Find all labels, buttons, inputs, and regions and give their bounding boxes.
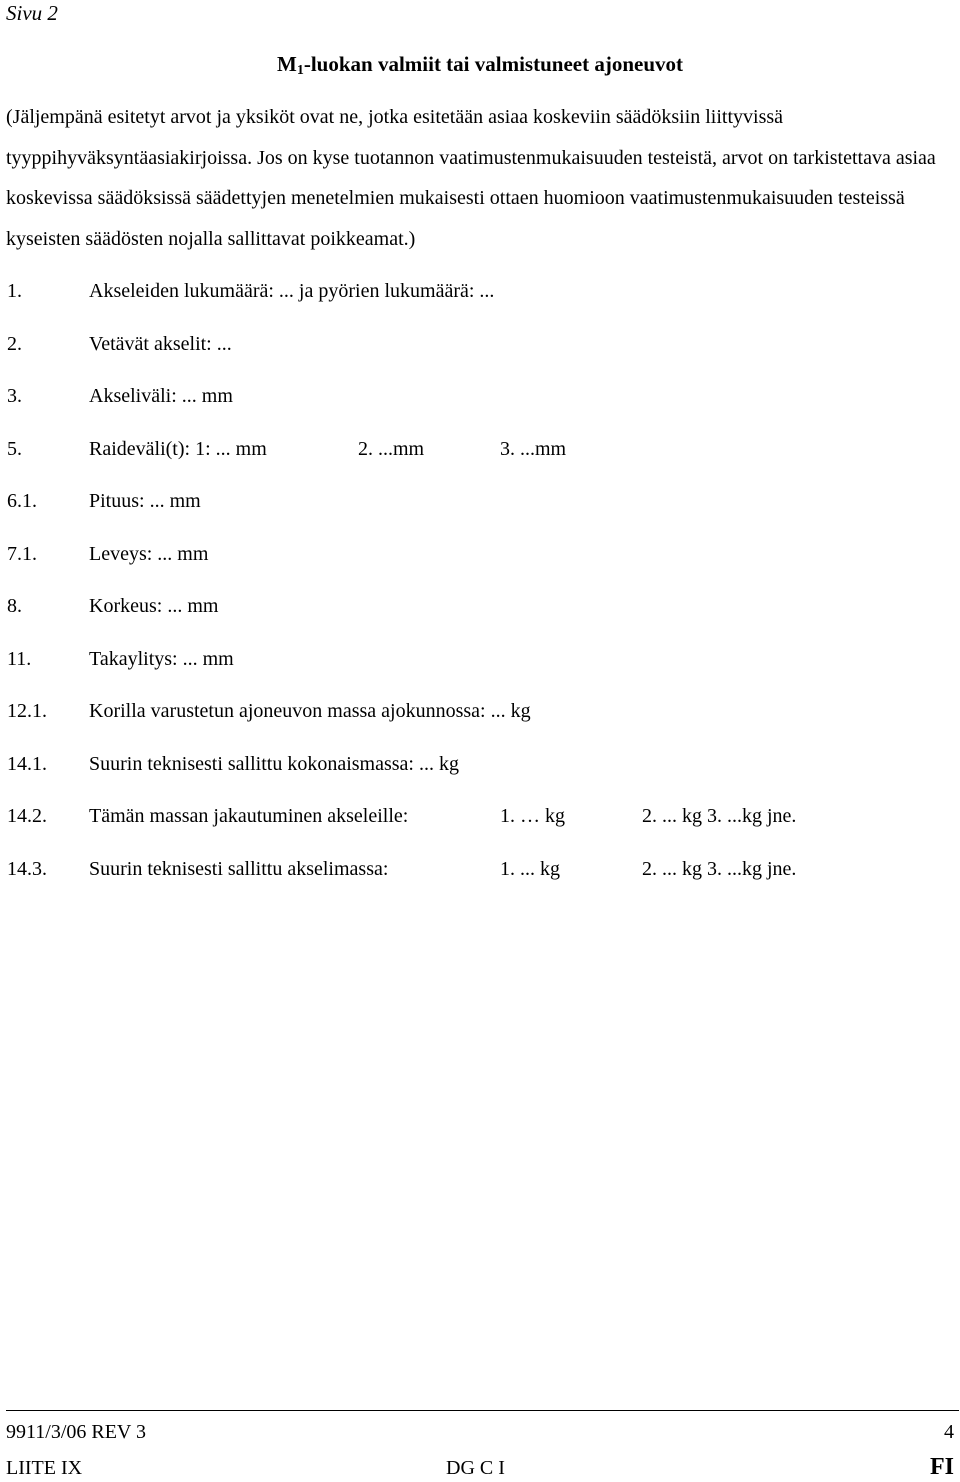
item-extra: 2. ...mm [358, 438, 425, 460]
item-label: Korkeus: ... mm [89, 595, 219, 617]
item-number: 5. [7, 438, 22, 460]
item-extra: 3. ...mm [500, 438, 567, 460]
item-label: Pituus: ... mm [89, 490, 201, 512]
list-item [0, 750, 960, 778]
list-item [0, 802, 960, 830]
item-number: 14.3. [7, 858, 47, 880]
item-extra: 1. … kg [500, 805, 565, 827]
footer-language: FI [930, 1454, 954, 1480]
item-label: Vetävät akselit: ... [89, 333, 232, 355]
item-number: 14.2. [7, 805, 47, 827]
list-item [0, 330, 960, 358]
list-item [0, 382, 960, 410]
item-number: 1. [7, 280, 22, 302]
item-number: 3. [7, 385, 22, 407]
item-number: 6.1. [7, 490, 37, 512]
list-item [0, 645, 960, 673]
footer-divider [6, 1410, 959, 1411]
item-label: Takaylitys: ... mm [89, 648, 234, 670]
item-number: 8. [7, 595, 22, 617]
item-label: Akseliväli: ... mm [89, 385, 233, 407]
item-label: Raideväli(t): 1: ... mm [89, 438, 267, 460]
item-extra: 2. ... kg 3. ...kg jne. [642, 805, 797, 827]
item-label: Akseleiden lukumäärä: ... ja pyörien lukumäärä: ... [89, 280, 495, 302]
list-item [0, 855, 960, 883]
footer-page-number: 4 [944, 1421, 954, 1443]
item-extra: 1. ... kg [500, 858, 560, 880]
title-main: M [277, 52, 297, 76]
intro-paragraph: (Jäljempänä esitetyt arvot ja yksiköt ovat ne, jotka esitetään asiaa koskeviin säädöksiin liittyvissä tyyppihyväksyntäasiakirjoissa. Jos on kyse tuotannon vaatimustenmukaisuuden testeistä, arvot on tarkistettava asiaa koskevissa säädöksissä säädettyjen menetelmien mukaisesti ottaen huomioon vaatimustenmukaisuuden testeissä kyseisten säädösten nojalla sallittavat poikkeamat.) [6, 106, 936, 250]
page-title [0, 50, 960, 78]
footer-department: DG C I [446, 1457, 505, 1479]
item-label: Leveys: ... mm [89, 543, 209, 565]
item-number: 2. [7, 333, 22, 355]
item-number: 12.1. [7, 700, 47, 722]
item-label: Suurin teknisesti sallittu akselimassa: [89, 858, 389, 880]
list-item [0, 487, 960, 515]
title-subscript: 1 [296, 63, 304, 78]
item-number: 11. [7, 648, 32, 670]
list-item [0, 540, 960, 568]
list-item [0, 435, 960, 463]
item-number: 14.1. [7, 753, 47, 775]
footer-annex: LIITE IX [6, 1457, 83, 1479]
list-item [0, 697, 960, 725]
item-extra: 2. ... kg 3. ...kg jne. [642, 858, 797, 880]
item-label: Tämän massan jakautuminen akseleille: [89, 805, 409, 827]
list-item [0, 277, 960, 305]
item-label: Suurin teknisesti sallittu kokonaismassa: ... kg [89, 753, 459, 775]
item-number: 7.1. [7, 543, 37, 565]
page-label: Sivu 2 [6, 1, 58, 25]
footer-doc-ref: 9911/3/06 REV 3 [6, 1421, 147, 1443]
list-item [0, 592, 960, 620]
item-label: Korilla varustetun ajoneuvon massa ajokunnossa: ... kg [89, 700, 531, 722]
title-rest: -luokan valmiit tai valmistuneet ajoneuvot [303, 52, 683, 76]
